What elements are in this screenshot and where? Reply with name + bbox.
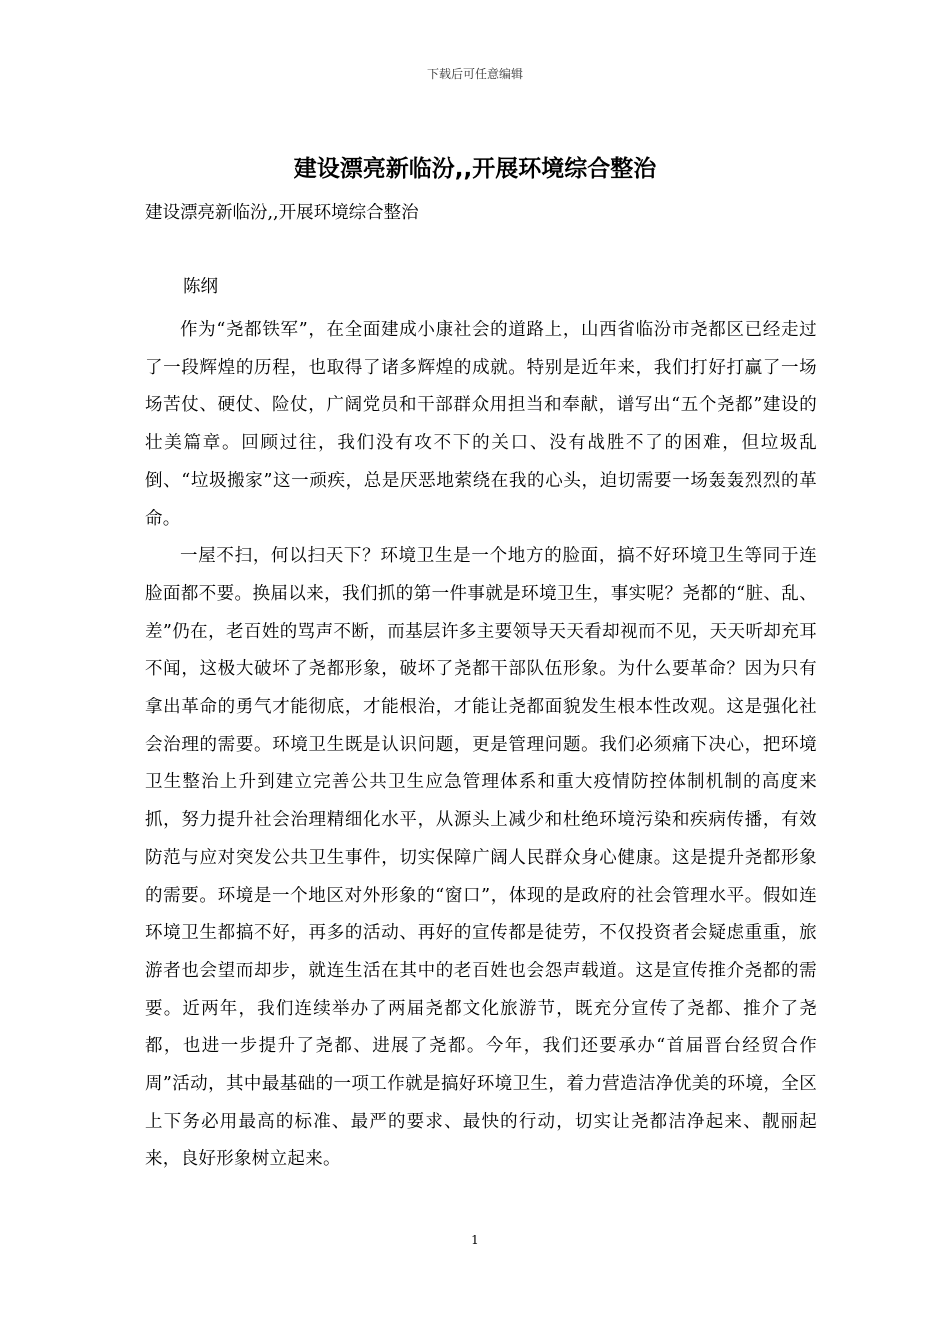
page-number: 1 (471, 1233, 479, 1247)
author-name: 陈纲 (183, 277, 218, 297)
article-body (145, 312, 817, 1179)
document-title: 建设漂亮新临汾,,开展环境综合整治 (293, 156, 657, 182)
paragraph-1: 作为“尧都铁军”，在全面建成小康社会的道路上，山西省临汾市尧都区已经走过了一段辉煌的历程，也取得了诸多辉煌的成就。特别是近年来，我们打好打赢了一场场苦仗、硬仗、险仗，广阔党员和干部群众用担当和奉献，谱写出“五个尧都”建设的壮美篇章。回顾过往，我们没有攻不下的关口、没有战胜不了的困难，但垃圾乱倒、“垃圾搬家”这一顽疾，总是厌恶地萦绕在我的心头，迫切需要一场轰轰烈烈的革命。 (145, 320, 817, 529)
page-header-note: 下载后可任意编辑 (426, 67, 523, 81)
paragraph-2: 一屋不扫，何以扫天下？环境卫生是一个地方的脸面，搞不好环境卫生等同于连脸面都不要。换届以来，我们抓的第一件事就是环境卫生，事实呢？尧都的“脏、乱、差”仍在，老百姓的骂声不断，而基层许多主要领导天天看却视而不见，天天听却充耳不闻，这极大破坏了尧都形象，破坏了尧都干部队伍形象。为什么要革命？因为只有拿出革命的勇气才能彻底，才能根治，才能让尧都面貌发生根本性改观。这是强化社会治理的需要。环境卫生既是认识问题，更是管理问题。我们必须痛下决心，把环境卫生整治上升到建立完善公共卫生应急管理体系和重大疫情防控体制机制的高度来抓，努力提升社会治理精细化水平，从源头上减少和杜绝环境污染和疾病传播，有效防范与应对突发公共卫生事件，切实保障广阔人民群众身心健康。这是提升尧都形象的需要。环境是一个地区对外形象的“窗口”，体现的是政府的社会管理水平。假如连环境卫生都搞不好，再多的活动、再好的宣传都是徒劳，不仅投资者会疑虑重重，旅游者也会望而却步，就连生活在其中的老百姓也会怨声载道。这是宣传推介尧都的需要。近两年，我们连续举办了两届尧都文化旅游节，既充分宣传了尧都、推介了尧都，也进一步提升了尧都、进展了尧都。今年，我们还要承办“首届晋台经贸合作周”活动，其中最基础的一项工作就是搞好环境卫生，着力营造洁净优美的环境，全区上下务必用最高的标准、最严的要求、最快的行动，切实让尧都洁净起来、靓丽起来，良好形象树立起来。 (145, 546, 817, 1170)
document-subtitle: 建设漂亮新临汾,,开展环境综合整治 (145, 203, 419, 223)
